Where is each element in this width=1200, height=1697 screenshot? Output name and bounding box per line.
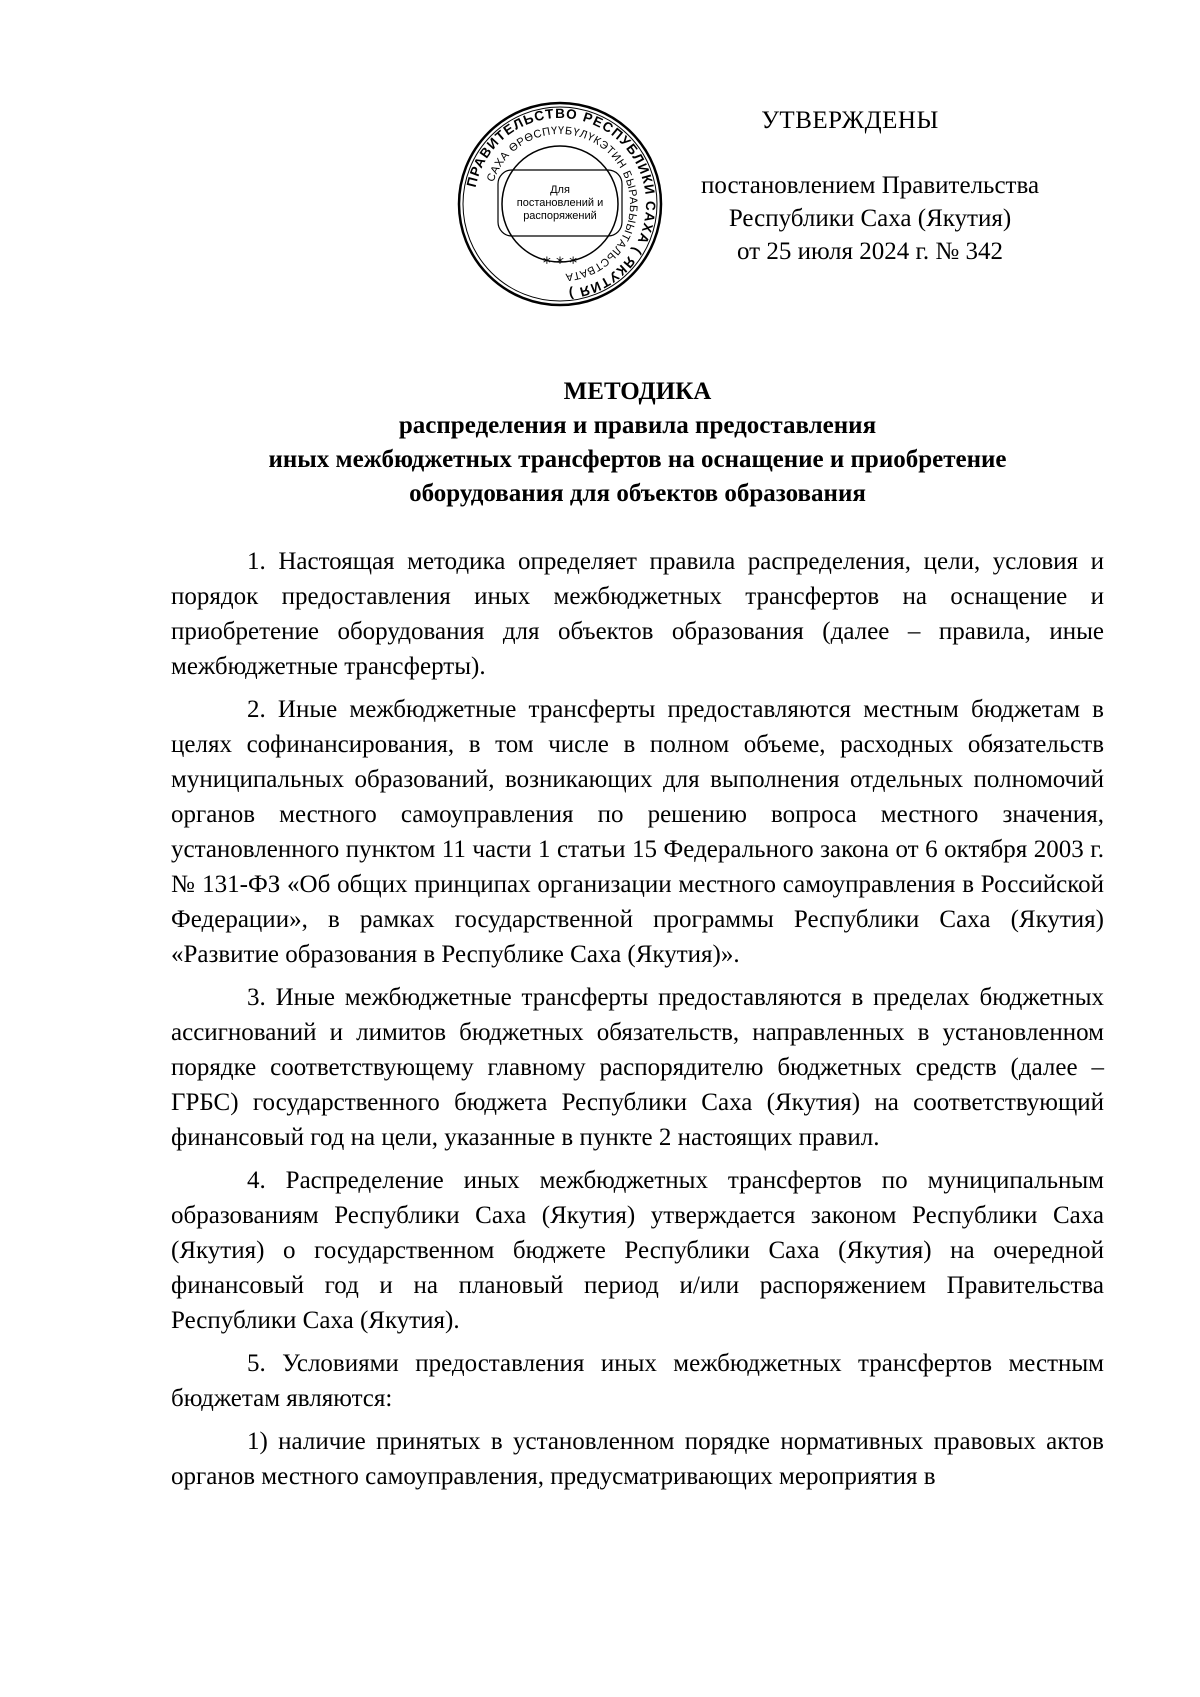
seal-inner-label-2: постановлений и [516,196,604,209]
seal-stars: * * * [542,253,578,272]
seal-ring-outer-text: ПРАВИТЕЛЬСТВО РЕСПУБЛИКИ САХА ( ЯКУТИЯ ) [463,105,659,302]
seal-ring-inner-text: САХА ӨРӨСПҮҮБҮЛҮКЭТИН БЫРАБЫЫТАЛЬСТВАТА [484,124,640,283]
paragraph-5-1: 1) наличие принятых в установленном порядке нормативных правовых актов органов местного самоуправления, предусматривающих мероприятия в [171,1428,1104,1490]
title-line-3: оборудования для объектов образования [409,480,866,507]
seal-inner-label-3: распоряжений [523,209,597,222]
document-body [171,544,1104,1502]
approval-line-1: постановлением Правительства [700,172,1040,199]
approval-block [660,104,1080,268]
approval-line-2: Республики Саха (Якутия) [728,205,1012,232]
approval-line-3: от 25 июля 2024 г. № 342 [736,238,1004,265]
seal-inner-label [496,170,624,236]
approved-heading: УТВЕРЖДЕНЫ [761,107,939,134]
seal-inner-label-1: Для [550,183,570,196]
title-main: МЕТОДИКА [563,378,712,405]
title-line-2: иных межбюджетных трансфертов на оснащение и приобретение [268,446,1007,473]
title-line-1: распределения и правила предоставления [398,412,877,439]
paragraph-1: 1. Настоящая методика определяет правила распределения, цели, условия и порядок предоставления иных межбюджетных трансфертов на оснащение и приобретение оборудования для объектов образования (далее – правила, иные межбюджетные трансферты). [171,548,1104,680]
paragraph-3: 3. Иные межбюджетные трансферты предоставляются в пределах бюджетных ассигнований и лимитов бюджетных обязательств, направленных в установленном порядке соответствующему главному распорядителю бюджетных средств (далее – ГРБС) государственного бюджета Республики Саха (Якутия) на соответствующий финансовый год на цели, указанные в пункте 2 настоящих правил. [171,984,1104,1151]
paragraph-5: 5. Условиями предоставления иных межбюджетных трансфертов местным бюджетам являются: [171,1350,1104,1412]
paragraph-2: 2. Иные межбюджетные трансферты предоставляются местным бюджетам в целях софинансирования, в том числе в полном объеме, расходных обязательств муниципальных образований, возникающих для выполнения отдельных полномочий органов местного самоуправления по решению вопроса местного значения, установленного пунктом 11 части 1 статьи 15 Федерального закона от 6 октября 2003 г. № 131-ФЗ «Об общих принципах организации местного самоуправления в Российской Федерации», в рамках государственной программы Республики Саха (Якутия) «Развитие образования в Республике Саха (Якутия)». [171,696,1104,968]
document-title [170,375,1105,511]
paragraph-4: 4. Распределение иных межбюджетных трансфертов по муниципальным образованиям Республики Саха (Якутия) утверждается законом Республики Саха (Якутия) о государственном бюджете Республики Саха (Якутия) на очередной финансовый год и на плановый период и/или распоряжением Правительства Республики Саха (Якутия). [171,1167,1104,1334]
